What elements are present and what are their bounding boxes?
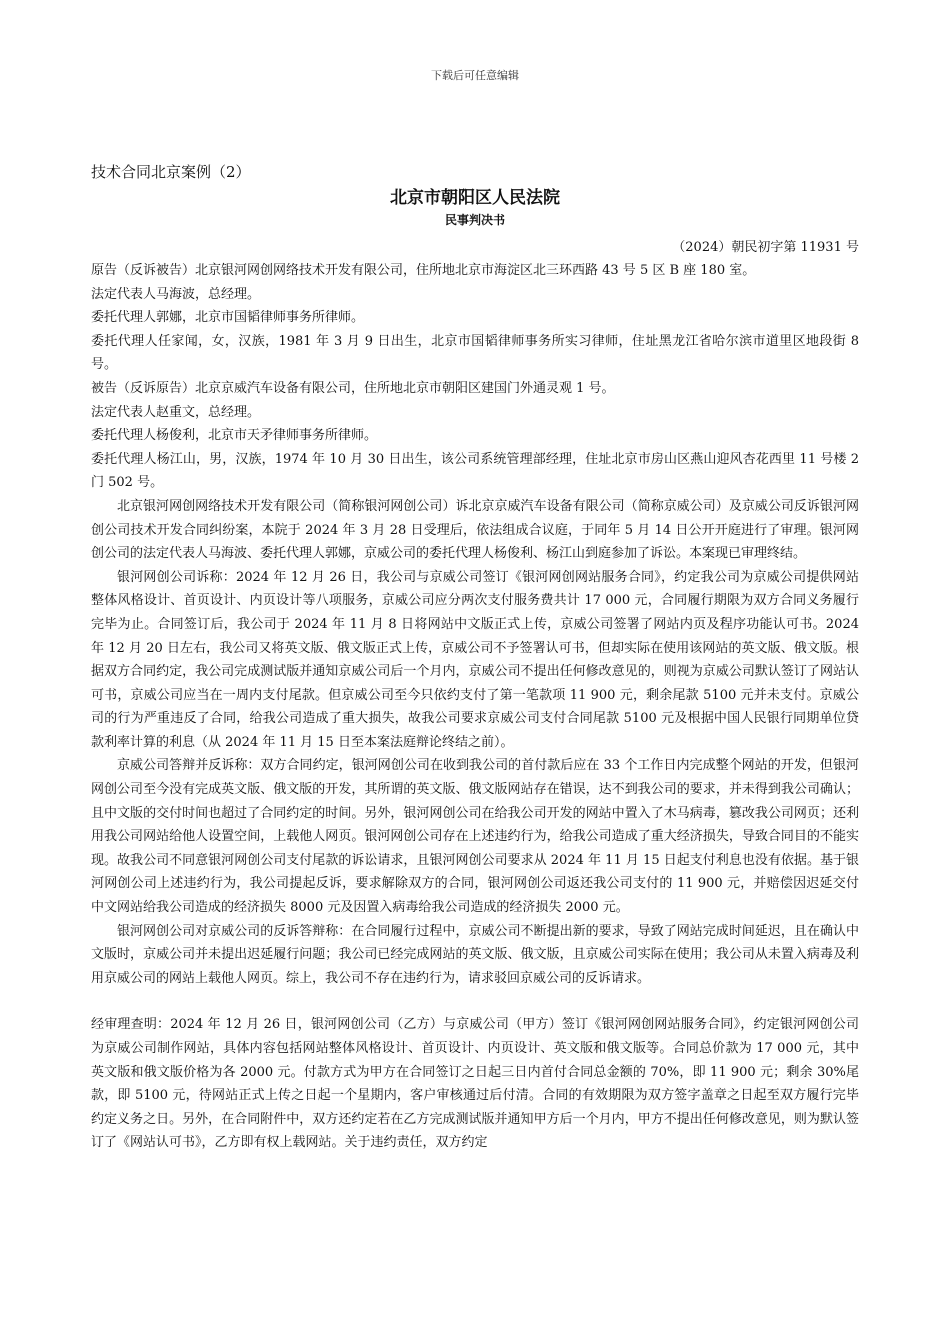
findings-paragraph: 经审理查明：2024 年 12 月 26 日，银河网创公司（乙方）与京威公司（甲方）签订《银河网创网站服务合同》，约定银河网创公司为京威公司制作网站，具体内容包括网站整体风格设计、首页设计、内页设计、英文版和俄文版等。合同总价款为 17 000 元，其中英文版和俄文版价格为各 2000 元。付款方式为甲方在合同签订之日起三日内首付合同总金额的 70%，即 11 900 元；剩余 30%尾款，即 5100 元，待网站正式上传之日起一个星期内，客户审核通过后付清。合同的有效期限为双方签字盖章之日起至双方履行完毕约定义务之日。另外，在合同附件中，双方还约定若在乙方完成测试版并通知甲方后一个月内，甲方不提出任何修改意见，则为默认签订了《网站认可书》，乙方即有权上载网站。关于违约责任，双方约定 — [91, 1017, 859, 1151]
header-note: 下载后可任意编辑 — [431, 69, 519, 82]
party-defendant-agent-1: 委托代理人杨俊利，北京市天矛律师事务所律师。 — [91, 428, 378, 444]
party-plaintiff-agent-1: 委托代理人郭娜，北京市国韬律师事务所律师。 — [91, 310, 365, 326]
party-plaintiff-legal-rep: 法定代表人马海波，总经理。 — [91, 286, 261, 302]
case-intro-paragraph: 北京银河网创网络技术开发有限公司（简称银河网创公司）诉北京京威汽车设备有限公司（简称京威公司）及京威公司反诉银河网创公司技术开发合同纠纷案，本院于 2024 年 3 月 28 日受理后，依法组成合议庭，于同年 5 月 14 日公开开庭进行了审理。银河网创公司的法定代表人马海波、委托代理人郭娜，京威公司的委托代理人杨俊利、杨江山到庭参加了诉讼。本案现已审理终结。 — [91, 498, 859, 562]
party-defendant: 被告（反诉原告）北京京威汽车设备有限公司，住所地北京市朝阳区建国门外通灵观 1 号。 — [91, 380, 615, 396]
party-defendant-legal-rep: 法定代表人赵重文，总经理。 — [91, 404, 261, 420]
court-name-title: 北京市朝阳区人民法院 — [390, 188, 560, 208]
party-plaintiff-agent-2: 委托代理人任家闻，女，汉族，1981 年 3 月 9 日出生，北京市国韬律师事务所实习律师，住址黑龙江省哈尔滨市道里区地段街 8 号。 — [91, 333, 859, 373]
judgment-body — [91, 259, 859, 1155]
document-heading: 技术合同北京案例（2） — [91, 163, 251, 181]
plaintiff-reply-paragraph: 银河网创公司对京威公司的反诉答辩称：在合同履行过程中，京威公司不断提出新的要求，导致了网站完成时间延迟，且在确认中文版时，京威公司并未提出迟延履行问题；我公司已经完成网站的英文版、俄文版，且京威公司实际在使用；我公司从未置入病毒及利用京威公司的网站上载他人网页。综上，我公司不存在违约行为，请求驳回京威公司的反诉请求。 — [91, 923, 859, 986]
case-number: （2024）朝民初字第 11931 号 — [672, 240, 859, 255]
document-type-subtitle: 民事判决书 — [444, 213, 505, 227]
party-plaintiff: 原告（反诉被告）北京银河网创网络技术开发有限公司，住所地北京市海淀区北三环西路 43 号 5 区 B 座 180 室。 — [91, 263, 756, 278]
party-defendant-agent-2: 委托代理人杨江山，男，汉族，1974 年 10 月 30 日出生，该公司系统管理部经理，住址北京市房山区燕山迎风杏花西里 11 号楼 2 门 502 号。 — [91, 451, 859, 491]
defendant-counterclaim-paragraph: 京威公司答辩并反诉称：双方合同约定，银河网创公司在收到我公司的首付款后应在 33 个工作日内完成整个网站的开发，但银河网创公司至今没有完成英文版、俄文版的开发，其所谓的英文版、俄文版网站存在错误，达不到我公司的要求，并未得到我公司确认；且中文版的交付时间也超过了合同约定的时间。另外，银河网创公司在给我公司开发的网站中置入了木马病毒，篡改我公司网页；还利用我公司网站给他人设置空间，上载他人网页。银河网创公司存在上述违约行为，给我公司造成了重大经济损失，导致合同目的不能实现。故我公司不同意银河网创公司支付尾款的诉讼请求，且银河网创公司要求从 2024 年 11 月 15 日起支付利息也没有依据。基于银河网创公司上述违约行为，我公司提起反诉，要求解除双方的合同，银河网创公司返还我公司支付的 11 900 元，并赔偿因迟延交付中文网站给我公司造成的经济损失 8000 元及因置入病毒给我公司造成的经济损失 2000 元。 — [91, 758, 859, 916]
plaintiff-claim-paragraph: 银河网创公司诉称：2024 年 12 月 26 日，我公司与京威公司签订《银河网创网站服务合同》，约定我公司为京威公司提供网站整体风格设计、首页设计、内页设计等八项服务，京威公司应分两次支付服务费共计 17 000 元，合同履行期限为双方合同义务履行完毕为止。合同签订后，我公司于 2024 年 11 月 8 日将网站中文版正式上传，京威公司签署了网站内页及程序功能认可书。2024 年 12 月 20 日左右，我公司又将英文版、俄文版正式上传，京威公司不予签署认可书，但却实际在使用该网站的英文版、俄文版。根据双方合同约定，我公司完成测试版并通知京威公司后一个月内，京威公司不提出任何修改意见的，则视为京威公司默认签订了网站认可书，京威公司应当在一周内支付尾款。但京威公司至今只依约支付了第一笔款项 11 900 元，剩余尾款 5100 元并未支付。京威公司的行为严重违反了合同，给我公司造成了重大损失，故我公司要求京威公司支付合同尾款 5100 元及根据中国人民银行同期单位贷款利率计算的利息（从 2024 年 11 月 15 日至本案法庭辩论终结之前）。 — [91, 569, 859, 750]
